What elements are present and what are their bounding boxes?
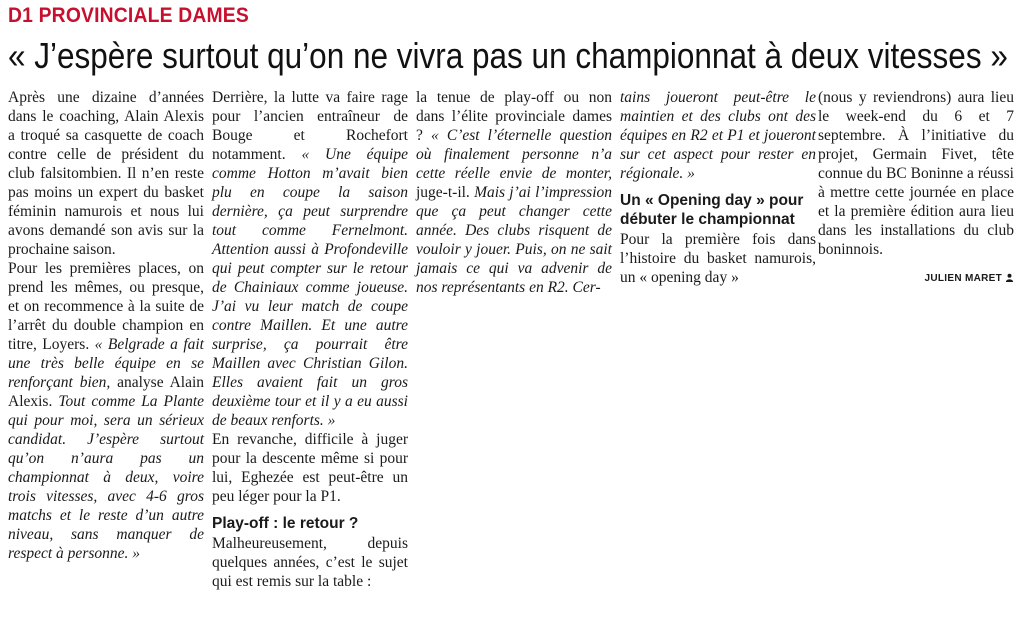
paragraph: (nous y reviendrons) aura lieu le week-end du 6 et 7 septembre. À l’initiative du projet, Germain Fivet, tête connue du BC Boninne a réussi à mettre cette journée en place et la première édition aura lieu dans les installations du club boninnois. — [818, 89, 1014, 258]
article-column-4 — [620, 88, 816, 287]
paragraph — [212, 88, 408, 430]
quote-text: « C’est l’éternelle question où finalement personne n’a cette réelle envie de monter, — [416, 127, 612, 182]
person-icon — [1005, 273, 1014, 282]
article-headline: « J’espère surtout qu’on ne vivra pas un championnat à deux vitesses » — [8, 35, 1008, 76]
quote-text: Mais j’ai l’impression que ça peut changer cette année. Des clubs risquent de vouloir y jouer. Puis, on ne sait jamais ce qui va advenir de nos représentants en R2. Cer- — [416, 184, 613, 296]
section-kicker: D1 PROVINCIALE DAMES — [8, 4, 249, 27]
subheading-opening-day: Un « Opening day » pour débuter le championnat — [620, 192, 804, 228]
quote-text: Tout comme La Plante qui pour moi, sera un sérieux candidat. J’espère surtout qu’on n’aura pas un championnat à deux, voire trois vitesses, avec 4-6 gros matchs et le reste d’un autre niveau, sans manquer de respect à personne. » — [8, 393, 205, 562]
body-text: juge-t-il. — [416, 184, 475, 201]
paragraph: Pour la première fois dans l’histoire du basket namurois, un « opening day » — [620, 231, 816, 286]
paragraph: En revanche, difficile à juger pour la descente même si pour lui, Eghezée est peut-être un peu léger pour la P1. — [212, 431, 408, 505]
paragraph: tains joueront peut-être le maintien et des clubs ont des équipes en R2 et P1 et joueront sur cet aspect pour rester en régionale. » — [620, 89, 816, 182]
body-text: Derrière, la lutte va faire rage pour l’ancien entraîneur de Bouge et Rochefort notamment. — [212, 89, 408, 163]
article-column-2 — [212, 88, 408, 591]
paragraph: Malheureusement, depuis quelques années, c’est le sujet qui est remis sur la table : — [212, 535, 408, 590]
paragraph — [416, 88, 612, 297]
article-column-3 — [416, 88, 612, 297]
quote-text: « Une équipe comme Hotton m’avait bien plu en coupe la saison dernière, ça peut surprendre tout comme Fernelmont. Attention aussi à Profondeville qui peut compter sur le retour de Chainiaux comme joueuse. J’ai vu leur match de coupe contre Maillen. Et une autre surprise, ça pourrait être Maillen avec Christian Gilon. Elles avaient fait un gros deuxième tour et il y a eu aussi de beaux renforts. » — [212, 146, 408, 429]
paragraph: Après une dizaine d’années dans le coaching, Alain Alexis a troqué sa casquette de coach contre celle de président du club falsitombien. Il n’en reste pas moins un expert du basket féminin namurois et nous lui avons demandé son avis sur la prochaine saison. — [8, 89, 204, 258]
article-column-1 — [8, 88, 204, 563]
byline — [818, 269, 1014, 288]
subheading-playoff: Play-off : le retour ? — [212, 515, 359, 532]
body-text: Pour les premières places, on prend les mêmes, ou presque, et on recommence à la suite de l’arrêt du double champion en titre, Loyers. — [8, 260, 204, 353]
quote-text: « Belgrade a fait une très belle équipe en se renforçant bien, — [8, 336, 204, 391]
body-text: la tenue de play-off ou non dans l’élite provinciale dames ? — [416, 89, 612, 144]
paragraph — [8, 259, 204, 563]
body-text: analyse Alain Alexis. — [8, 374, 205, 410]
article-column-5 — [818, 88, 1014, 288]
author-name: JULIEN MARET — [924, 273, 1002, 284]
